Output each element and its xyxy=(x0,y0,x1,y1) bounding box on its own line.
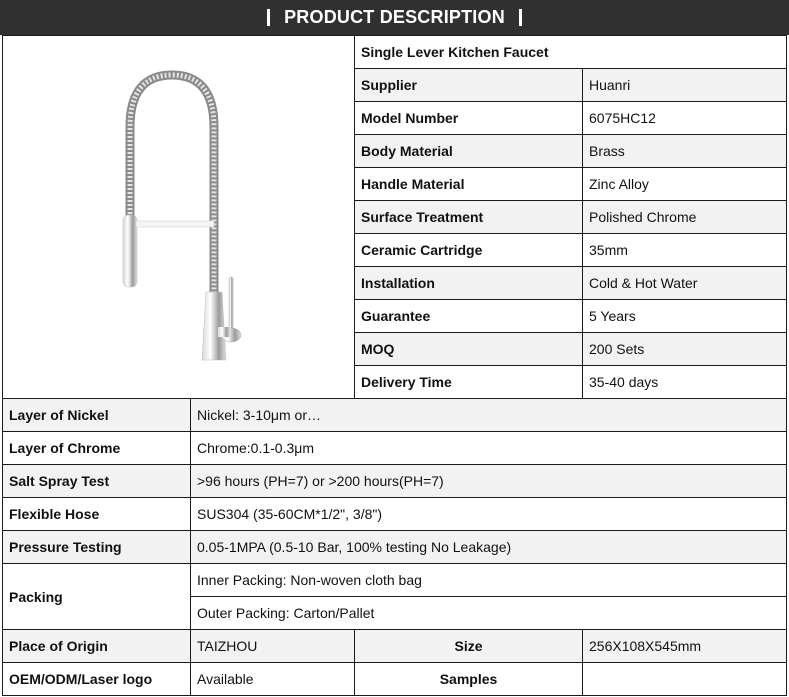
spec-label: MOQ xyxy=(355,333,583,366)
spec-label: Installation xyxy=(355,267,583,300)
spec-value: 35mm xyxy=(583,234,787,267)
table-row xyxy=(3,630,787,663)
spec-value: Zinc Alloy xyxy=(583,168,787,201)
oem-label: OEM/ODM/Laser logo xyxy=(3,663,191,696)
table-row xyxy=(3,663,787,696)
origin-label: Place of Origin xyxy=(3,630,191,663)
table-row xyxy=(3,564,787,597)
packing-label: Packing xyxy=(3,564,191,630)
inner-packing-value: Inner Packing: Non-woven cloth bag xyxy=(191,564,787,597)
header-divider-left xyxy=(267,9,270,26)
spec-table xyxy=(2,35,787,696)
spec-label: Guarantee xyxy=(355,300,583,333)
spec-value: 0.05-1MPA (0.5-10 Bar, 100% testing No Leakage) xyxy=(191,531,787,564)
outer-packing-value: Outer Packing: Carton/Pallet xyxy=(191,597,787,630)
product-title: Single Lever Kitchen Faucet xyxy=(355,36,787,69)
samples-label: Samples xyxy=(355,663,583,696)
size-value: 256X108X545mm xyxy=(583,630,787,663)
header-title: PRODUCT DESCRIPTION xyxy=(284,7,505,27)
table-row xyxy=(3,498,787,531)
spec-label: Surface Treatment xyxy=(355,201,583,234)
spec-value: 200 Sets xyxy=(583,333,787,366)
spec-label: Body Material xyxy=(355,135,583,168)
spec-label: Handle Material xyxy=(355,168,583,201)
spec-label: Model Number xyxy=(355,102,583,135)
size-label: Size xyxy=(355,630,583,663)
table-row xyxy=(3,36,787,69)
samples-value xyxy=(583,663,787,696)
spec-value: Brass xyxy=(583,135,787,168)
spec-value: SUS304 (35-60CM*1/2", 3/8") xyxy=(191,498,787,531)
spec-value: >96 hours (PH=7) or >200 hours(PH=7) xyxy=(191,465,787,498)
product-image-cell xyxy=(3,36,355,399)
header-bar xyxy=(0,0,789,35)
spec-value: Nickel: 3-10μm or… xyxy=(191,399,787,432)
spec-value: Chrome:0.1-0.3μm xyxy=(191,432,787,465)
oem-value: Available xyxy=(191,663,355,696)
header-divider-right xyxy=(519,9,522,26)
table-row xyxy=(3,465,787,498)
spec-value: Huanri xyxy=(583,69,787,102)
spec-value: 5 Years xyxy=(583,300,787,333)
spec-label: Ceramic Cartridge xyxy=(355,234,583,267)
origin-value: TAIZHOU xyxy=(191,630,355,663)
spec-label: Flexible Hose xyxy=(3,498,191,531)
table-row xyxy=(3,399,787,432)
faucet-image xyxy=(110,67,260,367)
spec-label: Pressure Testing xyxy=(3,531,191,564)
spec-label: Layer of Chrome xyxy=(3,432,191,465)
spec-label: Supplier xyxy=(355,69,583,102)
spec-value: Cold & Hot Water xyxy=(583,267,787,300)
spec-label: Delivery Time xyxy=(355,366,583,399)
spec-value: 6075HC12 xyxy=(583,102,787,135)
table-row xyxy=(3,531,787,564)
spec-value: 35-40 days xyxy=(583,366,787,399)
table-row xyxy=(3,432,787,465)
spec-label: Layer of Nickel xyxy=(3,399,191,432)
spec-label: Salt Spray Test xyxy=(3,465,191,498)
spec-value: Polished Chrome xyxy=(583,201,787,234)
